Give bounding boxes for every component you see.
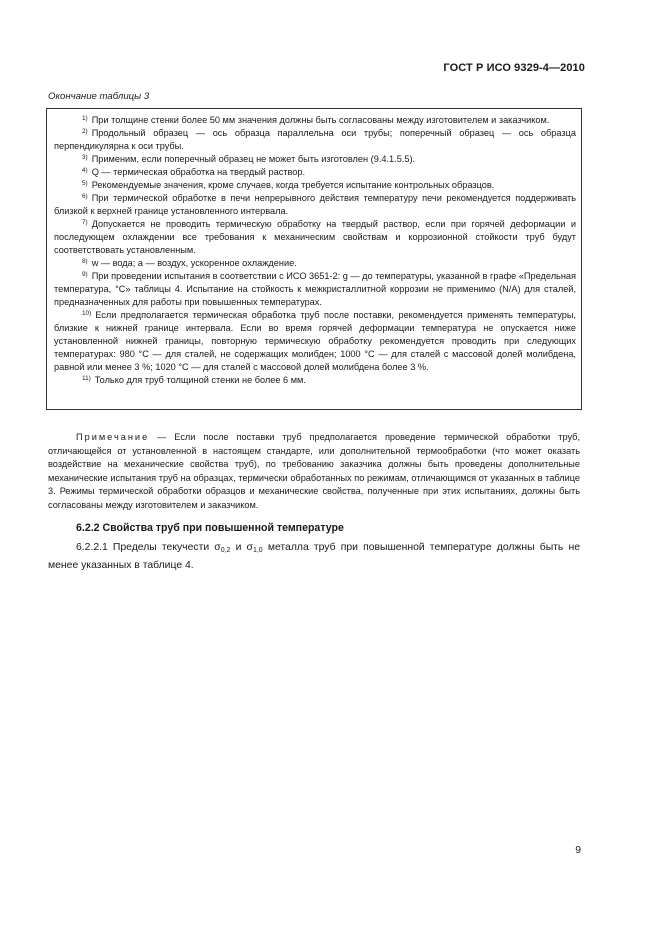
para-mid: и σ bbox=[230, 542, 253, 553]
section-heading: 6.2.2 Свойства труб при повышенной температуре bbox=[76, 522, 344, 534]
footnote-text: Только для труб толщиной стенки не более 6 мм. bbox=[94, 375, 306, 385]
footnote-text: При толщине стенки более 50 мм значения должны быть согласованы между изготовителем и заказчиком. bbox=[91, 115, 550, 125]
footnote-text: Продольный образец — ось образца параллельна оси трубы; поперечный образец — ось образца перпендикулярна к оси трубы. bbox=[54, 128, 576, 151]
footnote-number: 3) bbox=[82, 154, 88, 161]
section-paragraph bbox=[48, 539, 580, 574]
note-paragraph bbox=[48, 431, 580, 513]
footnote bbox=[54, 270, 576, 309]
footnote bbox=[54, 192, 576, 218]
footnote-number: 6) bbox=[82, 193, 88, 200]
footnote bbox=[54, 218, 576, 257]
subscript-0-2: 0,2 bbox=[220, 547, 231, 554]
note-label: Примечание bbox=[76, 432, 150, 442]
footnote-text: Q — термическая обработка на твердый раствор. bbox=[91, 167, 306, 177]
para-end: металла труб при повышенной температуре должны быть не менее указанных в таблице 4. bbox=[48, 542, 580, 571]
footnotes-box bbox=[46, 108, 582, 410]
footnote-number: 9) bbox=[82, 271, 88, 278]
footnote bbox=[54, 166, 576, 179]
page-number: 9 bbox=[575, 845, 581, 856]
table-caption: Окончание таблицы 3 bbox=[48, 91, 150, 102]
document-header: ГОСТ Р ИСО 9329-4—2010 bbox=[443, 62, 585, 74]
note-text: — Если после поставки труб предполагается проведение термической обработки труб, отличающейся от установленной в настоящем стандарте, или дополнительной термообработки (что может оказать воздействие на механические свойства труб), по требованию заказчика должны быть проведены дополнительные механические испытания труб на образцах, термически обработанных по режимам, отличающимся от указанных в таблице 3. Режимы термической обработки образцов и механические свойства, полученные при этих испытаниях, должны быть согласованы между изготовителем и заказчиком. bbox=[48, 432, 580, 510]
footnote bbox=[54, 179, 576, 192]
para-start: 6.2.2.1 Пределы текучести σ bbox=[76, 542, 221, 553]
footnote-number: 2) bbox=[82, 128, 88, 135]
footnote-number: 8) bbox=[82, 258, 88, 265]
footnote bbox=[54, 114, 576, 127]
footnote-number: 11) bbox=[82, 375, 91, 382]
footnote bbox=[54, 309, 576, 374]
footnote-number: 5) bbox=[82, 180, 88, 187]
footnote-number: 1) bbox=[82, 115, 88, 122]
footnote-text: Допускается не проводить термическую обработку на твердый раствор, если при горячей деформации и последующем охлаждении все требования к механическим свойствам и коррозионной стойкости труб будут соответствовать установленным. bbox=[54, 219, 576, 255]
footnote-number: 7) bbox=[82, 219, 88, 226]
footnote-number: 4) bbox=[82, 167, 88, 174]
footnote bbox=[54, 127, 576, 153]
footnote-text: Рекомендуемые значения, кроме случаев, когда требуется испытание контрольных образцов. bbox=[91, 180, 495, 190]
subscript-1-0: 1,0 bbox=[252, 547, 263, 554]
footnote bbox=[54, 257, 576, 270]
footnote-text: Применим, если поперечный образец не может быть изготовлен (9.4.1.5.5). bbox=[91, 154, 416, 164]
footnote bbox=[54, 374, 576, 387]
footnote-number: 10) bbox=[82, 310, 92, 317]
footnote-text: При проведении испытания в соответствии с ИСО 3651-2: g — до температуры, указанной в графе «Предельная температура, °C» таблицы 4. Испытание на стойкость к межкристаллитной коррозии не применимо (N/A) для сталей, предназначенных для работы при повышенных температурах. bbox=[54, 271, 576, 307]
footnote-text: Если предполагается термическая обработка труб после поставки, рекомендуется применять температуры, близкие к нижней границе интервала. Если во время горячей деформации температура не опускается ниже установленной нижней границы, повторную термическую обработку рекомендуется проводить при следующих температурах: 980 °C — для сталей, не содержащих молибден; 1000 °C — для сталей с массовой долей молибдена, равной или менее 3 %; 1020 °C — для сталей с массовой долей молибдена более 3 %. bbox=[54, 310, 576, 372]
footnote-text: При термической обработке в печи непрерывного действия температуру печи рекомендуется поддерживать близкой к верхней границе установленного интервала. bbox=[54, 193, 576, 216]
footnote bbox=[54, 153, 576, 166]
footnote-text: w — вода; a — воздух, ускоренное охлаждение. bbox=[91, 258, 297, 268]
